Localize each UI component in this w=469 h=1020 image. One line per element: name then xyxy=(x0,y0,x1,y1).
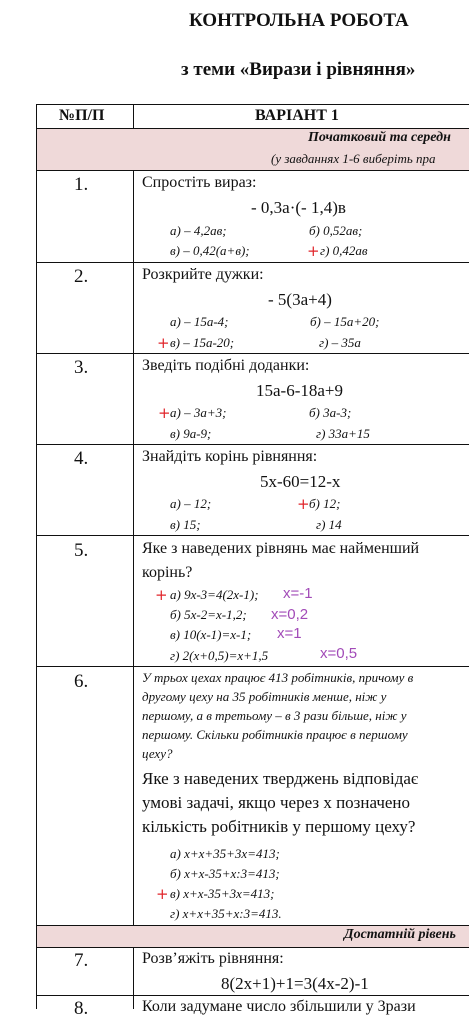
option-d: г) 33а+15 xyxy=(316,426,370,441)
task-expression: 8(2x+1)+1=3(4x-2)-1 xyxy=(221,974,369,993)
option-a: а) х+х+35+3х=413; xyxy=(170,846,280,861)
table-border xyxy=(36,535,469,536)
task-number: 8. xyxy=(74,998,89,1019)
problem-line: першому, а в третьому – в 3 рази більше, ніж у xyxy=(142,708,407,723)
task-number: 1. xyxy=(74,174,89,195)
task-question: Спростіть вираз: xyxy=(142,174,257,191)
task-question: Яке з наведених рівнянь має найменший xyxy=(142,540,420,557)
table-border xyxy=(133,170,134,925)
option-d: г) 14 xyxy=(316,517,342,532)
task-expression: 15a-6-18a+9 xyxy=(256,381,344,400)
table-border xyxy=(36,925,469,926)
problem-line: другому цеху на 35 робітників менше, ніж у xyxy=(142,689,387,704)
problem-line: У трьох цехах працює 413 робітників, причому в xyxy=(142,670,414,685)
task-expression: 5x-60=12-x xyxy=(260,472,341,491)
handwritten-note: x=0,2 xyxy=(271,606,309,623)
option-d: г) 2(х+0,5)=х+1,5 xyxy=(170,648,269,663)
page-title: КОНТРОЛЬНА РОБОТА xyxy=(189,10,409,31)
table-border xyxy=(36,947,469,948)
section-title: Достатній рівень xyxy=(344,927,456,942)
question-line: кількість робітників у першому цеху? xyxy=(142,817,416,836)
option-c: в) х+х-35+3х=413; xyxy=(170,886,275,901)
task-number: 5. xyxy=(74,540,89,561)
answer-mark: + xyxy=(297,495,310,513)
table-border xyxy=(133,104,134,128)
answer-mark: + xyxy=(156,885,169,903)
table-border xyxy=(36,995,469,996)
option-a: а) 9х-3=4(2х-1); xyxy=(170,587,259,602)
task-number: 3. xyxy=(74,357,89,378)
task-question: Знайдіть корінь рівняння: xyxy=(142,448,318,465)
question-line: умові задачі, якщо через х позначено xyxy=(142,793,411,812)
table-border xyxy=(36,104,469,105)
option-d: г) 0,42ав xyxy=(320,243,368,258)
task-question: Розкрийте дужки: xyxy=(142,266,264,283)
section-note: (у завданнях 1-6 виберіть пра xyxy=(271,151,436,166)
table-border xyxy=(36,262,469,263)
answer-mark: + xyxy=(155,586,168,604)
option-a: а) – 12; xyxy=(170,496,212,511)
option-a: а) – 4,2ав; xyxy=(170,223,227,238)
option-b: б) 3а-3; xyxy=(309,405,352,420)
task-number: 7. xyxy=(74,950,89,971)
task-number: 4. xyxy=(74,448,89,469)
option-b: б) 5х-2=х-1,2; xyxy=(170,607,247,622)
option-b: б) 12; xyxy=(309,496,341,511)
table-border xyxy=(133,947,134,1009)
table-border xyxy=(36,666,469,667)
option-c: в) 10(х-1)=х-1; xyxy=(170,627,252,642)
column-header-variant: ВАРІАНТ 1 xyxy=(255,107,339,124)
option-d: г) х+х+35+х:3=413. xyxy=(170,906,282,921)
option-c: в) – 15а-20; xyxy=(170,335,235,350)
handwritten-note: x=-1 xyxy=(283,585,313,602)
task-question-continued: корінь? xyxy=(142,564,193,581)
question-line: Яке з наведених тверджень відповідає xyxy=(142,769,419,788)
option-c: в) – 0,42(а+в); xyxy=(170,243,250,258)
option-d: г) – 35а xyxy=(319,335,361,350)
option-c: в) 9а-9; xyxy=(170,426,212,441)
handwritten-note: x=1 xyxy=(277,625,302,642)
task-question: Зведіть подібні доданки: xyxy=(142,357,310,374)
table-border xyxy=(36,128,469,129)
task-number: 6. xyxy=(74,671,89,692)
problem-line: цеху? xyxy=(142,746,173,761)
problem-line: першому. Скільки робітників працює в першому xyxy=(142,727,408,742)
table-border xyxy=(36,104,37,1009)
option-a: а) – 3а+3; xyxy=(170,405,227,420)
table-border xyxy=(36,353,469,354)
task-expression: - 5(3a+4) xyxy=(268,290,332,309)
option-a: а) – 15а-4; xyxy=(170,314,229,329)
option-b: б) – 15а+20; xyxy=(310,314,380,329)
column-header-number: №П/П xyxy=(59,107,105,124)
page-subtitle: з теми «Вирази і рівняння» xyxy=(181,59,416,80)
answer-mark: + xyxy=(158,404,171,422)
task-expression: - 0,3a·(- 1,4)в xyxy=(251,198,346,217)
task-question: Розв’яжіть рівняння: xyxy=(142,950,284,967)
answer-mark: + xyxy=(307,242,320,260)
section-title: Початковий та середн xyxy=(308,130,451,145)
option-b: б) х+х-35+х:3=413; xyxy=(170,866,280,881)
handwritten-note: x=0,5 xyxy=(320,645,358,662)
option-c: в) 15; xyxy=(170,517,201,532)
table-border xyxy=(36,444,469,445)
table-border xyxy=(36,170,469,171)
answer-mark: + xyxy=(157,334,170,352)
task-number: 2. xyxy=(74,266,89,287)
option-b: б) 0,52ав; xyxy=(309,223,363,238)
task-question: Коли задумане число збільшили у 3рази xyxy=(142,998,416,1015)
